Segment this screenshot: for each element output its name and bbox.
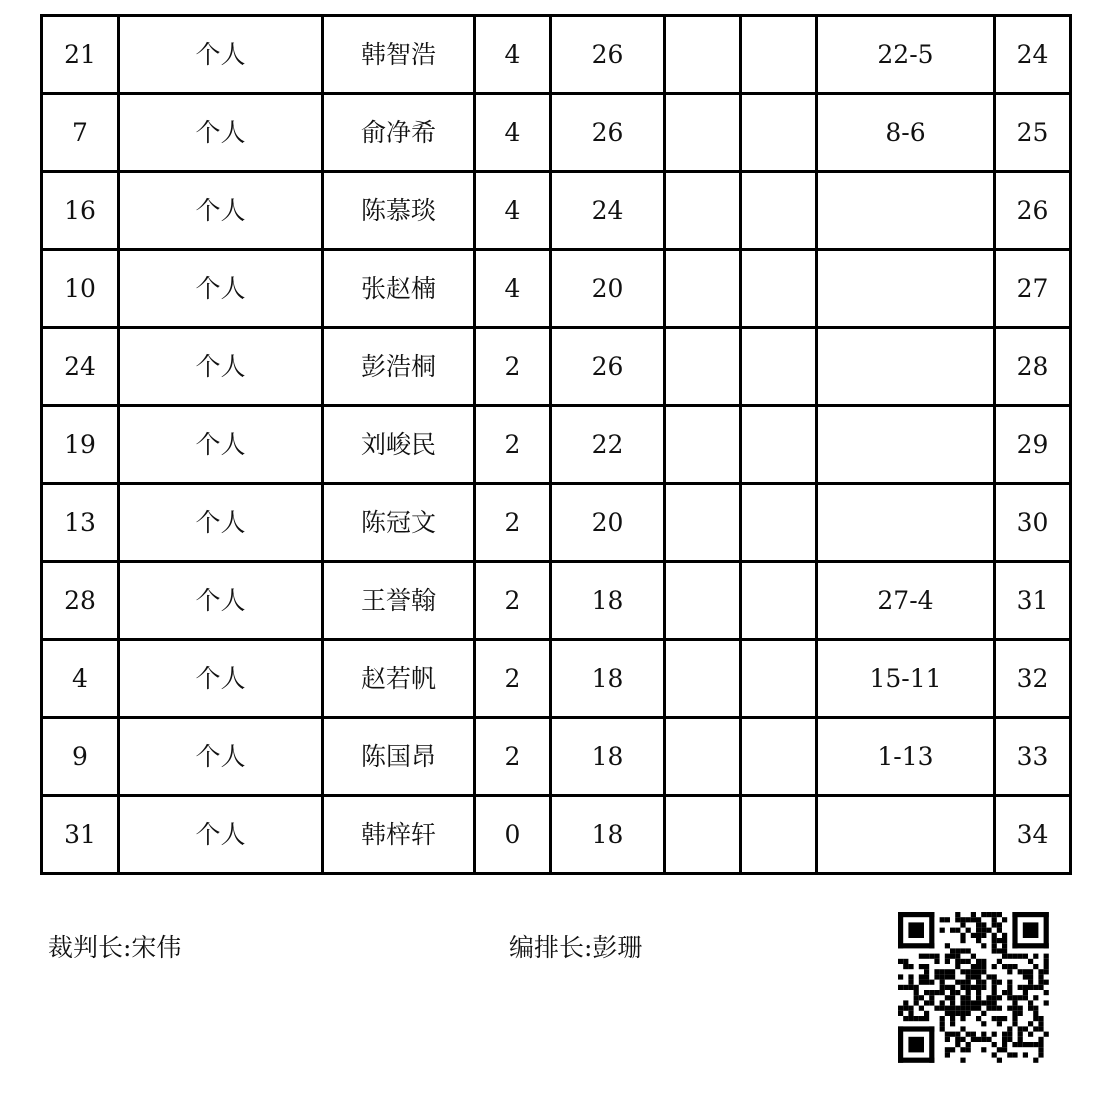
cell-name: 陈国昂 (323, 718, 475, 796)
cell-type: 个人 (119, 94, 323, 172)
cell-tiebreak: 22 (551, 406, 665, 484)
cell-name: 陈慕琰 (323, 172, 475, 250)
cell-col6 (665, 16, 741, 94)
cell-col7 (741, 796, 817, 874)
cell-tiebreak: 18 (551, 796, 665, 874)
cell-tiebreak: 18 (551, 718, 665, 796)
cell-type: 个人 (119, 484, 323, 562)
cell-col6 (665, 640, 741, 718)
cell-name: 赵若帆 (323, 640, 475, 718)
cell-col6 (665, 172, 741, 250)
cell-result (817, 484, 995, 562)
cell-rank: 25 (995, 94, 1071, 172)
cell-type: 个人 (119, 406, 323, 484)
cell-result: 8-6 (817, 94, 995, 172)
cell-no: 9 (42, 718, 119, 796)
table-row (42, 796, 1071, 874)
cell-col7 (741, 562, 817, 640)
cell-col7 (741, 328, 817, 406)
cell-score: 4 (475, 94, 551, 172)
cell-score: 2 (475, 484, 551, 562)
table-row (42, 328, 1071, 406)
cell-rank: 27 (995, 250, 1071, 328)
table-row (42, 250, 1071, 328)
table-row (42, 718, 1071, 796)
table-row (42, 94, 1071, 172)
cell-score: 4 (475, 16, 551, 94)
cell-result: 22-5 (817, 16, 995, 94)
cell-col6 (665, 718, 741, 796)
cell-col6 (665, 484, 741, 562)
cell-name: 韩梓轩 (323, 796, 475, 874)
cell-name: 张赵楠 (323, 250, 475, 328)
cell-tiebreak: 26 (551, 328, 665, 406)
cell-rank: 26 (995, 172, 1071, 250)
cell-score: 4 (475, 250, 551, 328)
cell-type: 个人 (119, 718, 323, 796)
chief-referee-label: 裁判长:宋伟 (48, 933, 182, 962)
cell-rank: 33 (995, 718, 1071, 796)
cell-no: 19 (42, 406, 119, 484)
table-row (42, 16, 1071, 94)
cell-result (817, 406, 995, 484)
scheduler-label: 编排长:彭珊 (509, 933, 643, 962)
cell-type: 个人 (119, 562, 323, 640)
table-row (42, 640, 1071, 718)
cell-score: 2 (475, 640, 551, 718)
cell-rank: 32 (995, 640, 1071, 718)
cell-result: 27-4 (817, 562, 995, 640)
cell-result (817, 796, 995, 874)
cell-tiebreak: 26 (551, 16, 665, 94)
cell-name: 刘峻民 (323, 406, 475, 484)
cell-no: 7 (42, 94, 119, 172)
cell-no: 4 (42, 640, 119, 718)
cell-rank: 24 (995, 16, 1071, 94)
cell-col7 (741, 94, 817, 172)
cell-score: 2 (475, 328, 551, 406)
cell-name: 韩智浩 (323, 16, 475, 94)
cell-tiebreak: 20 (551, 250, 665, 328)
cell-result (817, 328, 995, 406)
cell-col7 (741, 250, 817, 328)
cell-type: 个人 (119, 172, 323, 250)
cell-rank: 34 (995, 796, 1071, 874)
cell-name: 彭浩桐 (323, 328, 475, 406)
cell-rank: 30 (995, 484, 1071, 562)
cell-tiebreak: 18 (551, 562, 665, 640)
cell-result (817, 250, 995, 328)
cell-col6 (665, 250, 741, 328)
cell-col6 (665, 94, 741, 172)
qr-code-icon (896, 908, 1052, 1070)
cell-col6 (665, 406, 741, 484)
cell-rank: 29 (995, 406, 1071, 484)
cell-col7 (741, 484, 817, 562)
cell-col7 (741, 640, 817, 718)
table-row (42, 406, 1071, 484)
cell-result (817, 172, 995, 250)
cell-col7 (741, 16, 817, 94)
cell-name: 王誉翰 (323, 562, 475, 640)
cell-col7 (741, 172, 817, 250)
cell-rank: 31 (995, 562, 1071, 640)
results-table (40, 14, 1072, 875)
cell-result: 15-11 (817, 640, 995, 718)
table-body (42, 16, 1071, 874)
cell-col6 (665, 796, 741, 874)
cell-tiebreak: 24 (551, 172, 665, 250)
cell-type: 个人 (119, 328, 323, 406)
cell-col6 (665, 328, 741, 406)
table-row (42, 562, 1071, 640)
cell-no: 21 (42, 16, 119, 94)
cell-score: 4 (475, 172, 551, 250)
cell-no: 28 (42, 562, 119, 640)
cell-no: 16 (42, 172, 119, 250)
cell-no: 31 (42, 796, 119, 874)
cell-score: 2 (475, 406, 551, 484)
cell-type: 个人 (119, 640, 323, 718)
cell-name: 俞净希 (323, 94, 475, 172)
cell-tiebreak: 20 (551, 484, 665, 562)
cell-type: 个人 (119, 16, 323, 94)
cell-no: 10 (42, 250, 119, 328)
cell-no: 24 (42, 328, 119, 406)
cell-score: 2 (475, 718, 551, 796)
cell-no: 13 (42, 484, 119, 562)
cell-score: 2 (475, 562, 551, 640)
cell-col7 (741, 406, 817, 484)
table-row (42, 484, 1071, 562)
cell-tiebreak: 26 (551, 94, 665, 172)
cell-col6 (665, 562, 741, 640)
cell-rank: 28 (995, 328, 1071, 406)
table-row (42, 172, 1071, 250)
cell-score: 0 (475, 796, 551, 874)
cell-type: 个人 (119, 250, 323, 328)
cell-type: 个人 (119, 796, 323, 874)
cell-result: 1-13 (817, 718, 995, 796)
cell-name: 陈冠文 (323, 484, 475, 562)
cell-tiebreak: 18 (551, 640, 665, 718)
cell-col7 (741, 718, 817, 796)
